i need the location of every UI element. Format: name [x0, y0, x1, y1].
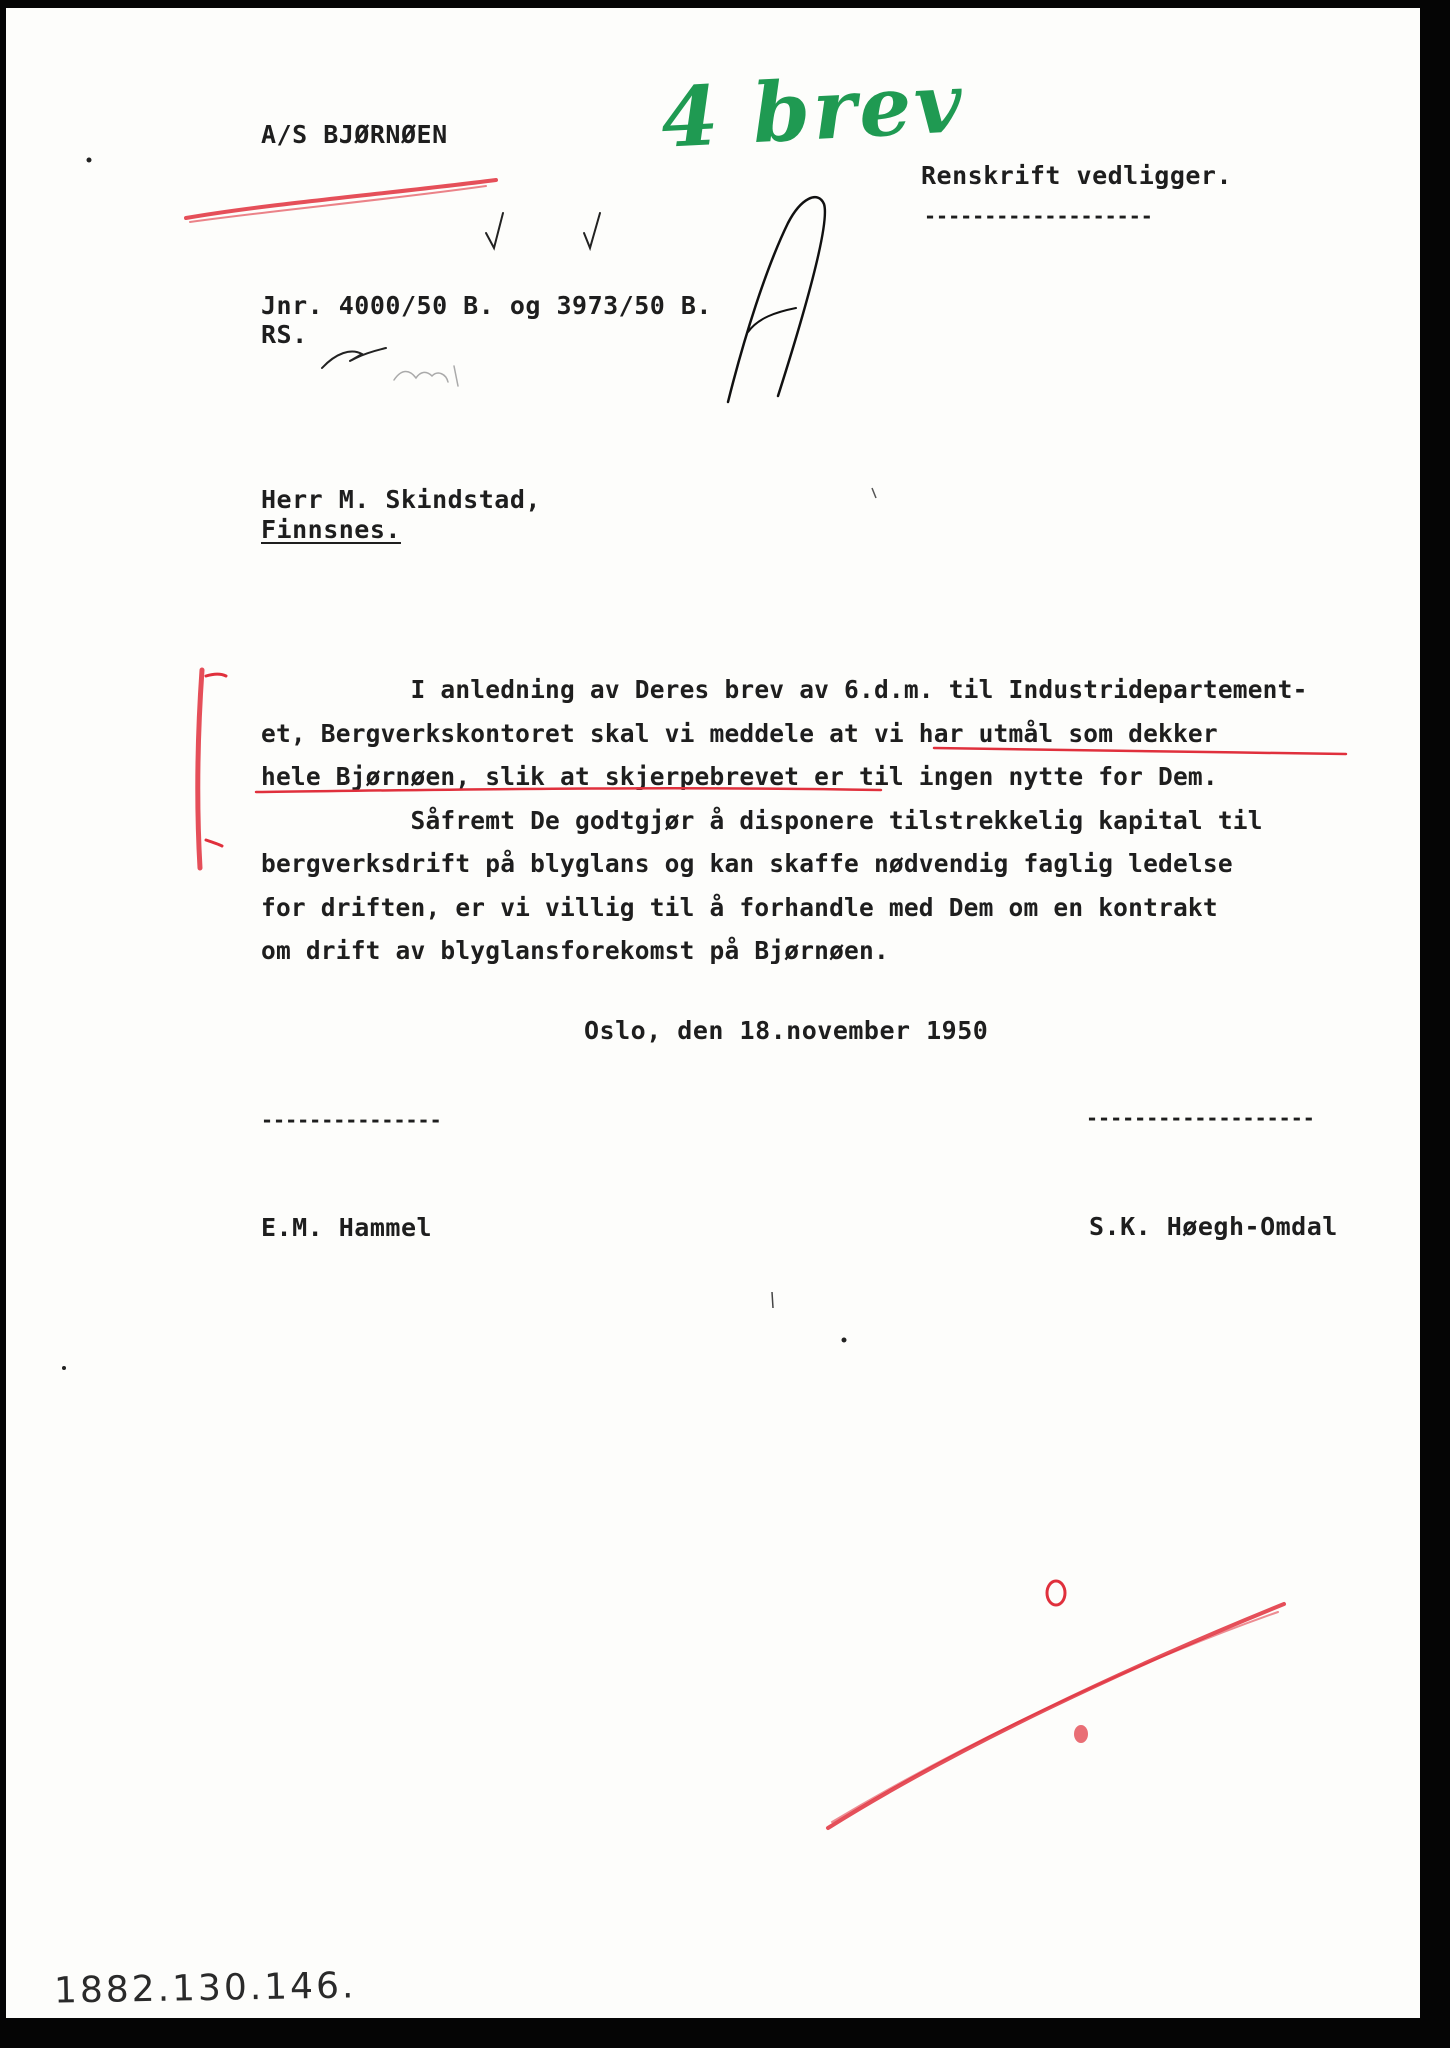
red-pencil-stroke-top: [186, 180, 496, 218]
handwritten-initial-crossbar: [748, 308, 796, 332]
signature-line-right: -------------------: [1086, 1106, 1315, 1130]
red-pencil-bracket-top: [206, 674, 226, 676]
company-heading: A/S BJØRNØEN: [261, 120, 448, 149]
initials: RS.: [261, 320, 308, 349]
body-line: om drift av blyglansforekomst på Bjørnøen.: [261, 936, 889, 965]
red-pencil-diagonal-stroke: [828, 1604, 1284, 1828]
faint-pencil-scribble: [394, 366, 458, 386]
archive-number: 1882.130.146.: [53, 1965, 357, 2012]
red-pencil-circle-mark: [1047, 1581, 1065, 1605]
check-mark-icon: [584, 213, 600, 248]
red-pencil-diagonal-stroke-2: [832, 1612, 1278, 1822]
body-line: bergverksdrift på blyglans og kan skaffe nødvendig faglig ledelse: [261, 849, 1233, 878]
signatory-left: E.M. Hammel: [261, 1213, 433, 1242]
journal-number: Jnr. 4000/50 B. og 3973/50 B.: [261, 291, 712, 320]
speck: [842, 1338, 847, 1343]
renskrift-dashes: -------------------: [924, 204, 1153, 228]
check-mark-icon: [486, 213, 503, 248]
renskrift-note: Renskrift vedligger.: [921, 161, 1233, 190]
green-handwritten-note: 4 brev: [658, 55, 968, 167]
speck: [872, 488, 876, 498]
red-pencil-dot: [1074, 1725, 1088, 1743]
signatory-right: S.K. Høegh-Omdal: [1089, 1212, 1338, 1241]
speck: [87, 158, 92, 163]
red-pencil-bracket-bottom: [206, 840, 222, 846]
body-line: hele Bjørnøen, slik at skjerpebrevet er til ingen nytte for Dem.: [261, 762, 1218, 791]
signature-line-left: ---------------: [261, 1108, 442, 1132]
body-line: et, Bergverkskontoret skal vi meddele at vi har utmål som dekker: [261, 718, 1218, 748]
red-pencil-stroke-top-2: [190, 186, 486, 222]
recipient-place: Finnsnes.: [261, 515, 401, 544]
letter-body: [261, 668, 1411, 973]
body-line: Såfremt De godtgjør å disponere tilstrekkelig kapital til: [261, 805, 1263, 835]
handwriting-overlay: [6, 8, 1420, 2018]
speck: [772, 1292, 773, 1308]
handwritten-initial-mark: [728, 197, 825, 402]
handwritten-scribble: [322, 348, 386, 368]
red-pencil-margin-bracket: [198, 670, 202, 868]
letter-page: [6, 8, 1420, 2018]
body-line: for driften, er vi villig til å forhandle med Dem om en kontrakt: [261, 892, 1218, 922]
speck: [62, 1366, 66, 1370]
body-line: I anledning av Deres brev av 6.d.m. til Industridepartement-: [261, 675, 1308, 704]
date-line: Oslo, den 18.november 1950: [584, 1016, 989, 1045]
recipient-name: Herr M. Skindstad,: [261, 485, 541, 514]
